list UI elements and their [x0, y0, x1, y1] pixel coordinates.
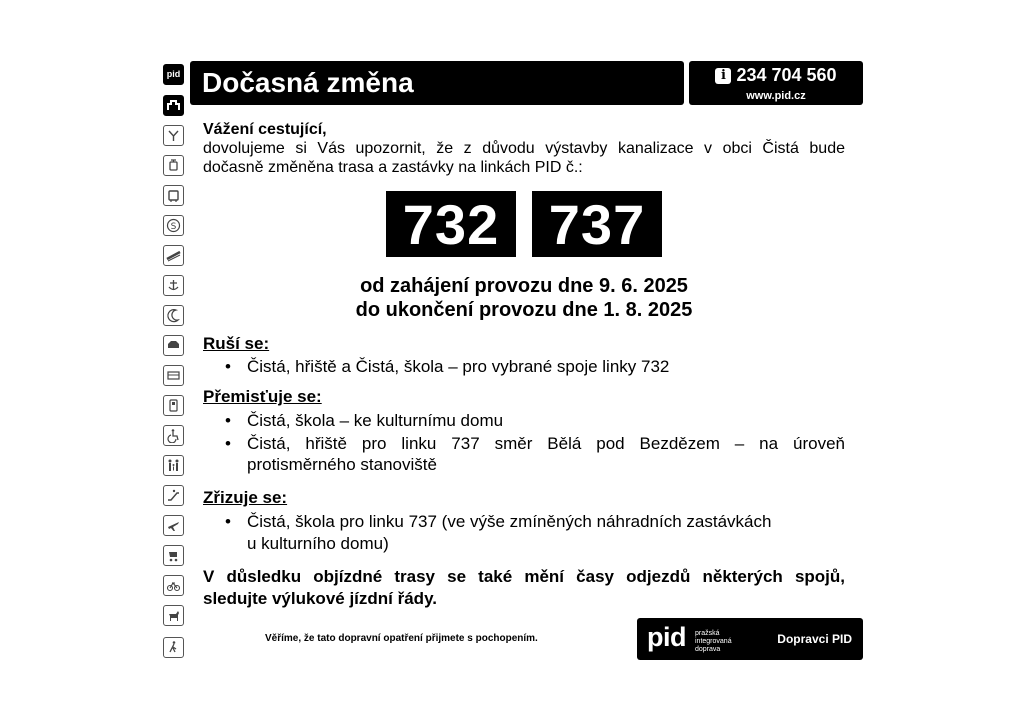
line-number-737: 737: [532, 191, 662, 257]
wheelchair-icon: [163, 425, 184, 446]
intro-line-2: dočasně změněna trasa a zastávky na linkách PID č.:: [203, 159, 583, 176]
stroller-icon: [163, 545, 184, 566]
cancelled-item: Čistá, hřiště a Čistá, škola – pro vybrané spoje linky 732: [247, 357, 670, 376]
bullet: •: [225, 411, 231, 430]
established-heading: Zřizuje se:: [203, 488, 288, 507]
tram-icon: [163, 155, 184, 176]
info-phone: [689, 65, 863, 86]
footer-thanks: Věříme, že tato dopravní opatření přijmete s pochopením.: [265, 633, 538, 644]
airport-icon: [163, 515, 184, 536]
pid-badge: pid: [163, 64, 184, 85]
website: www.pid.cz: [746, 90, 806, 102]
ferry-icon: [163, 275, 184, 296]
greeting: Vážení cestující,: [203, 121, 327, 138]
bus-icon: [163, 95, 184, 116]
carrier-label: Dopravci PID: [777, 632, 852, 646]
dog-icon: [163, 605, 184, 626]
moved-item-2-line-2: protisměrného stanoviště: [247, 455, 437, 474]
moved-heading: Přemisťuje se:: [203, 387, 322, 406]
pid-logo: pid: [647, 622, 686, 652]
intro-line-1: dovolujeme si Vás upozornit, že z důvodu výstavby kanalizace v obci Čistá bude: [203, 140, 845, 157]
bicycle-icon: [163, 575, 184, 596]
conclusion-line-2: sledujte výlukové jízdní řády.: [203, 589, 437, 608]
established-item-line-2: u kulturního domu): [247, 534, 389, 553]
moved-item-2-line-1: Čistá, hřiště pro linku 737 směr Bělá pod Bezdězem – na úroveň: [247, 434, 845, 453]
cancelled-heading: Ruší se:: [203, 334, 270, 353]
trolleybus-icon: [163, 185, 184, 206]
line-number-732: 732: [386, 191, 516, 257]
funicular-icon: [163, 245, 184, 266]
escalator-icon: [163, 485, 184, 506]
regional-bus-icon: [163, 335, 184, 356]
page-title: Dočasná změna: [190, 61, 684, 105]
bullet: •: [225, 357, 231, 376]
info-box: [689, 61, 863, 105]
phone-number: 234 704 560: [736, 65, 837, 85]
bullet: •: [225, 434, 231, 453]
svg-text:S: S: [170, 222, 177, 232]
train-icon: [163, 365, 184, 386]
ticket-machine-icon: [163, 395, 184, 416]
moved-item-1: Čistá, škola – ke kulturnímu domu: [247, 411, 504, 430]
info-icon: i: [715, 68, 731, 84]
family-icon: [163, 455, 184, 476]
bullet: •: [225, 512, 231, 531]
footer-logo-box: [637, 618, 863, 660]
established-item-line-1: Čistá, škola pro linku 737 (ve výše zmíněných náhradních zastávkách: [247, 512, 772, 531]
night-icon: [163, 305, 184, 326]
pid-logo-subtitle: pražská integrovaná doprava: [695, 630, 732, 653]
suburban-rail-icon: [163, 215, 184, 236]
walking-icon: [163, 637, 184, 658]
conclusion-line-1: V důsledku objízdné trasy se také mění časy odjezdů některých spojů,: [203, 567, 845, 586]
validity-from: od zahájení provozu dne 9. 6. 2025: [360, 275, 688, 297]
validity-to: do ukončení provozu dne 1. 8. 2025: [355, 299, 693, 321]
metro-icon: [163, 125, 184, 146]
